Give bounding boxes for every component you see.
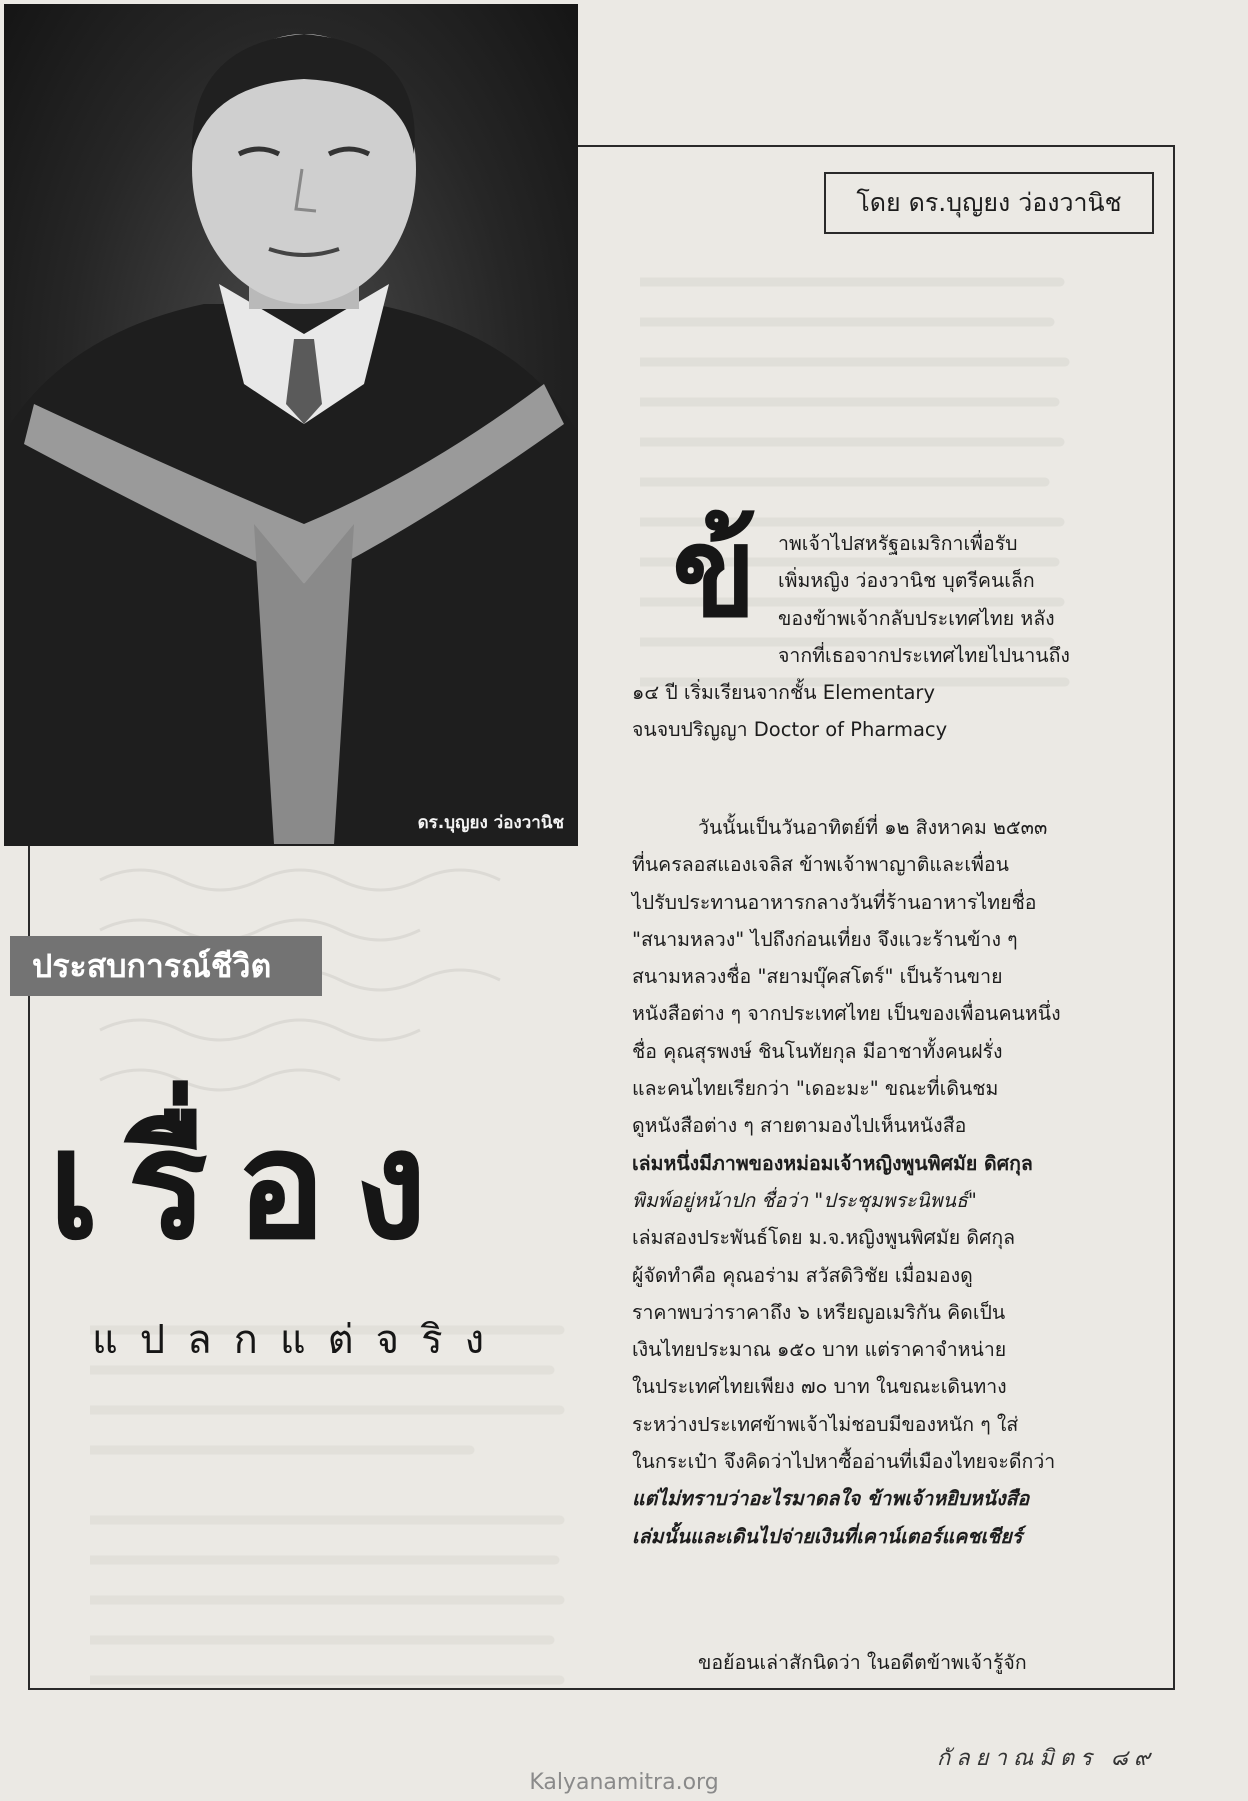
text-line: ดูหนังสือต่าง ๆ สายตามองไปเห็นหนังสือ (632, 1114, 967, 1138)
text-line: ระหว่างประเทศข้าพเจ้าไม่ชอบมีของหนัก ๆ ใส่ (632, 1412, 1019, 1436)
portrait-photo (4, 4, 578, 846)
photo-caption: ดร.บุญยง ว่องวานิช (417, 813, 564, 833)
text-line: ในประเทศไทยเพียง ๗๐ บาท ในขณะเดินทาง (632, 1375, 1007, 1399)
text-line: เล่มนั้นและเดินไปจ่ายเงินที่เคาน์เตอร์แคชเชียร์ (632, 1524, 1023, 1548)
text-line: วันนั้นเป็นวันอาทิตย์ที่ ๑๒ สิงหาคม ๒๕๓๓ (698, 816, 1048, 839)
text-line: จากที่เธอจากประเทศไทยไปนานถึง (778, 643, 1070, 667)
paragraph-2 (632, 809, 1072, 1555)
text-line: พิมพ์อยู่หน้าปก ชื่อว่า "ประชุมพระนิพนธ์" (632, 1188, 977, 1212)
text-line: ชื่อ คุณสุรพงษ์ ชินโนทัยกุล มีอาชาทั้งคนฝรั่ง (632, 1039, 1003, 1063)
text-line: ราคาพบว่าราคาถึง ๖ เหรียญอเมริกัน คิดเป็น (632, 1300, 1006, 1324)
article-title: เรื่อง (48, 1097, 456, 1273)
text-line: "สนามหลวง" ไปถึงก่อนเที่ยง จึงแวะร้านข้าง ๆ (632, 927, 1018, 951)
drop-cap: ข้ (672, 500, 757, 645)
paragraph-1 (632, 525, 1072, 749)
text-line: ผู้จัดทำคือ คุณอร่าม สวัสดิวิชัย เมื่อมองดู (632, 1263, 973, 1287)
text-line: และคนไทยเรียกว่า "เดอะมะ" ขณะที่เดินชม (632, 1077, 999, 1101)
source-watermark: Kalyanamitra.org (529, 1770, 719, 1795)
text-line: าพเจ้าไปสหรัฐอเมริกาเพื่อรับ (778, 532, 1018, 555)
portrait-illustration (4, 4, 578, 846)
text-line: เล่มหนึ่งมีภาพของหม่อมเจ้าหญิงพูนพิศมัย ดิศกุล (632, 1151, 1033, 1175)
text-line: เพิ่มหญิง ว่องวานิช บุตรีคนเล็ก (778, 569, 1035, 593)
text-line: ของข้าพเจ้ากลับประเทศไทย หลัง (778, 606, 1055, 630)
text-line: เล่มสองประพันธ์โดย ม.จ.หญิงพูนพิศมัย ดิศกุล (632, 1226, 1016, 1250)
text-line: ๑๔ ปี เริ่มเรียนจากชั้น Elementary (632, 681, 935, 705)
page-footer: กัลยาณมิตร ๘๙ (936, 1746, 1156, 1771)
text-line: ไปรับประทานอาหารกลางวันที่ร้านอาหารไทยชื่อ (632, 890, 1037, 914)
article-subtitle: แปลกแต่จริง (92, 1317, 507, 1363)
paragraph-3 (632, 1644, 1072, 1681)
section-label: ประสบการณ์ชีวิต (10, 936, 322, 996)
text-line: ที่นครลอสแองเจลิส ข้าพเจ้าพาญาติและเพื่อน (632, 853, 1009, 877)
text-line: เงินไทยประมาณ ๑๕๐ บาท แต่ราคาจำหน่าย (632, 1338, 1007, 1362)
text-line: ในกระเป๋า จึงคิดว่าไปหาซื้ออ่านที่เมืองไทยจะดีกว่า (632, 1450, 1056, 1474)
text-line: แต่ไม่ทราบว่าอะไรมาดลใจ ข้าพเจ้าหยิบหนังสือ (632, 1487, 1030, 1511)
text-line: ขอย้อนเล่าสักนิดว่า ในอดีตข้าพเจ้ารู้จัก (698, 1651, 1027, 1674)
text-line: สนามหลวงชื่อ "สยามบุ๊คสโตร์" เป็นร้านขาย (632, 965, 1003, 989)
text-line: จนจบปริญญา Doctor of Pharmacy (632, 718, 948, 742)
text-line: หนังสือต่าง ๆ จากประเทศไทย เป็นของเพื่อนคนหนึ่ง (632, 1002, 1061, 1026)
author-byline: โดย ดร.บุญยง ว่องวานิช (824, 172, 1154, 234)
